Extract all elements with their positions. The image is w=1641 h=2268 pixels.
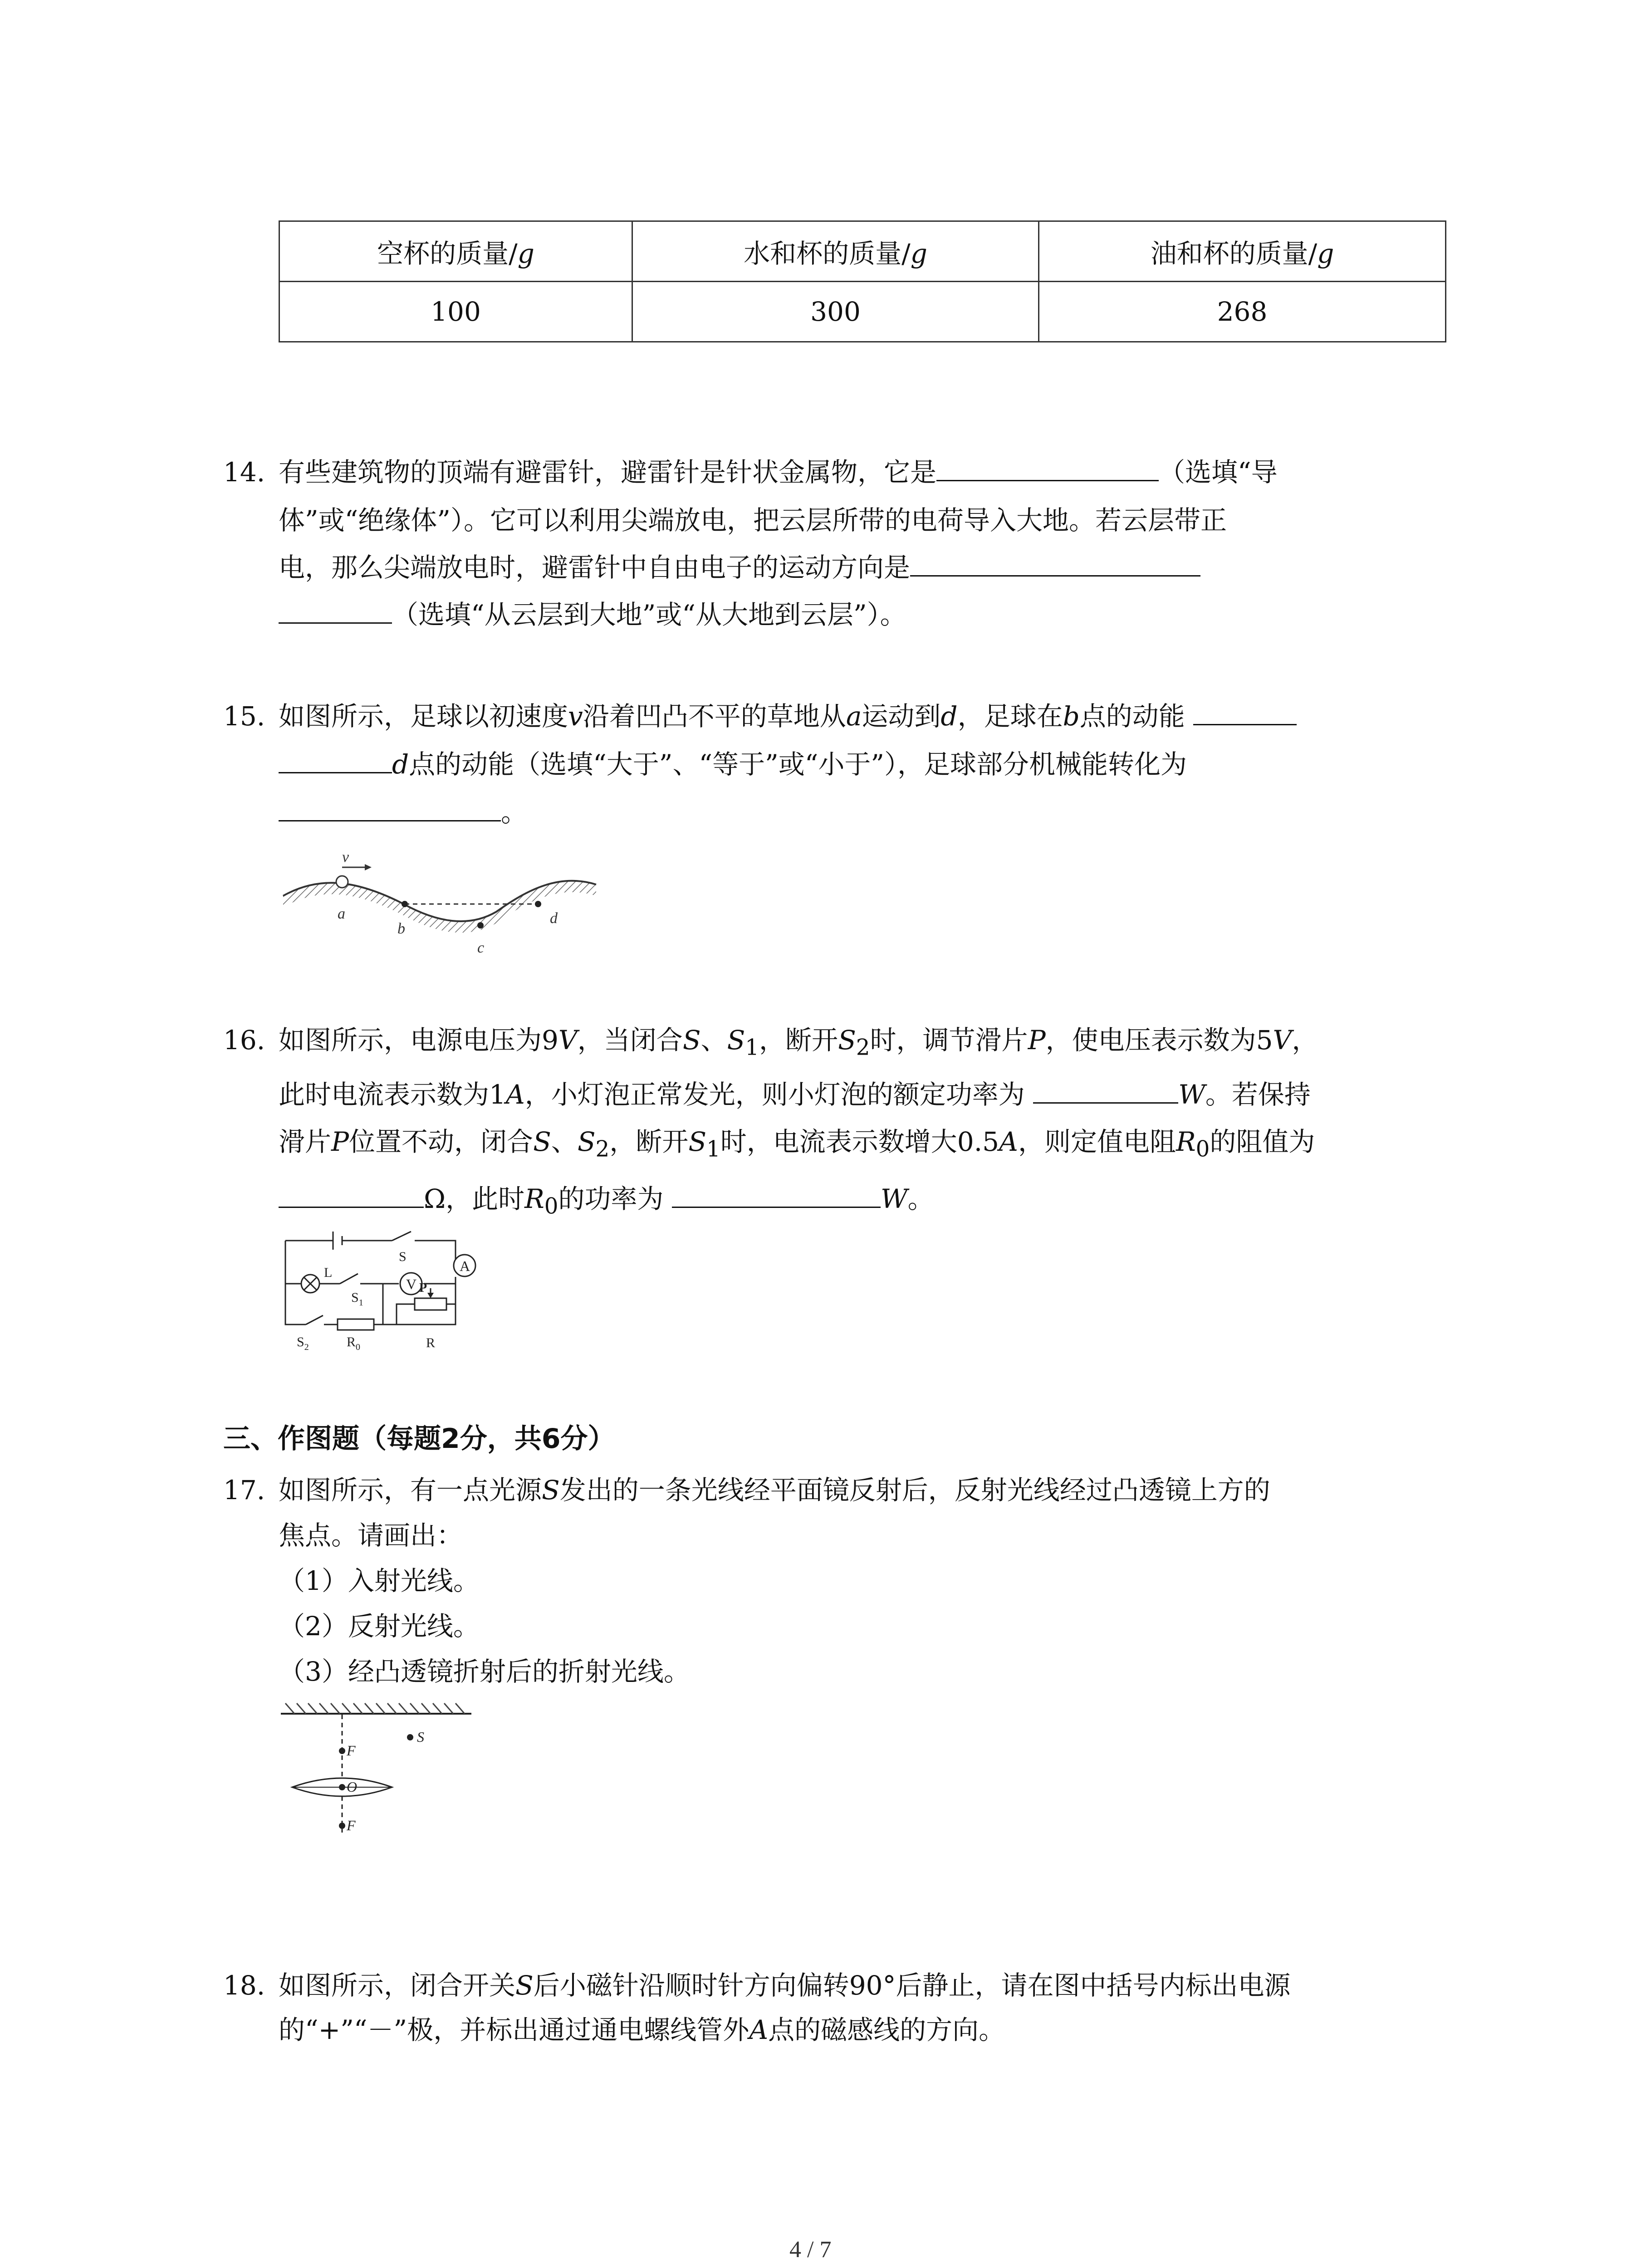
table-cell-empty-cup: 100: [279, 282, 632, 342]
light-source-s: [407, 1734, 413, 1740]
answer-blank[interactable]: [672, 1177, 881, 1208]
question-16-line-1: 如图所示，电源电压为9V，当闭合S、$S_1$，断开$S_2$时，调节滑片P，使电压表示数为5V，: [279, 1025, 1318, 1061]
question-18-line-2: 的“+”“－”极，并标出通过通电螺线管外A点的磁感线的方向。: [279, 2014, 1005, 2045]
point-b-label: b: [397, 920, 405, 937]
page-number: 4 / 7: [789, 2237, 832, 2263]
answer-blank[interactable]: [279, 742, 392, 773]
question-15-line-2: d点的动能（选填“大于”、“等于”或“小于”），足球部分机械能转化为: [279, 739, 1187, 789]
question-15-number: 15.: [223, 701, 265, 732]
answer-blank[interactable]: [1193, 694, 1297, 725]
question-16-line-3: 滑片P位置不动，闭合S、$S_2$，断开$S_1$时，电流表示数增大0.5A，则定值电阻$R_0$的阻值为: [279, 1126, 1315, 1162]
section-3-heading: 三、作图题（每题2分，共6分）: [223, 1423, 615, 1455]
lamp-label: L: [324, 1265, 333, 1280]
question-17-line-1: 如图所示，有一点光源S发出的一条光线经平面镜反射后，反射光线经过凸透镜上方的: [279, 1475, 1270, 1505]
switch-s1-label: $S_1$: [351, 1290, 363, 1308]
slider-p-label: P: [419, 1281, 427, 1295]
table-header-water-cup: 水和杯的质量/g: [632, 221, 1039, 282]
optical-center-label: O: [347, 1779, 358, 1795]
point-c-label: c: [477, 939, 485, 956]
question-18-line-1: 如图所示，闭合开关S后小磁针沿顺时针方向偏转90°后静止，请在图中括号内标出电源: [279, 1970, 1291, 2001]
rheostat-r-label: R: [426, 1335, 436, 1350]
switch-s2-label: $S_2$: [297, 1334, 309, 1352]
question-15-line-1: 如图所示，足球以初速度v沿着凹凸不平的草地从a运动到d，足球在b点的动能: [279, 691, 1297, 741]
table-cell-water-cup: 300: [632, 282, 1039, 342]
point-a-label: a: [338, 905, 345, 922]
question-14-line-1: 有些建筑物的顶端有避雷针，避雷针是针状金属物，它是 （选填“导: [279, 447, 1278, 497]
question-14-line-4: （选填“从云层到大地”或“从大地到云层”）。: [279, 590, 906, 640]
question-15-line-3: 。: [279, 787, 527, 837]
question-14-number: 14.: [223, 457, 265, 488]
terrain-figure: [279, 839, 605, 971]
answer-blank[interactable]: [279, 790, 501, 821]
mirror-hatching: [285, 1703, 465, 1714]
resistor-r0: [338, 1319, 374, 1330]
focus-upper-label: F: [347, 1742, 356, 1759]
velocity-arrow-head: [365, 864, 372, 870]
question-17-item-1: （1）入射光线。: [279, 1565, 480, 1596]
resistor-r0-label: $R_0$: [347, 1334, 361, 1352]
answer-blank[interactable]: [936, 450, 1159, 481]
point-c: [477, 922, 484, 929]
table-cell-oil-cup: 268: [1039, 282, 1446, 342]
question-14-line-3: 电，那么尖端放电时，避雷针中自由电子的运动方向是: [279, 543, 1200, 592]
answer-blank[interactable]: [910, 545, 1200, 577]
question-16-number: 16.: [223, 1025, 265, 1056]
point-d: [535, 901, 541, 907]
mass-table: [279, 220, 1446, 342]
point-d-label: d: [550, 910, 558, 927]
question-17-number: 17.: [223, 1475, 265, 1505]
rheostat-r: [415, 1298, 446, 1310]
circuit-diagram: [279, 1220, 496, 1356]
switch-s2: [306, 1315, 323, 1325]
ammeter-label: A: [460, 1258, 470, 1274]
question-16-line-4: Ω，此时$R_0$的功率为 W。: [279, 1174, 934, 1232]
question-17-line-2: 焦点。请画出：: [279, 1520, 463, 1551]
answer-blank[interactable]: [279, 1177, 424, 1208]
answer-blank[interactable]: [279, 592, 392, 624]
table-header-oil-cup: 油和杯的质量/g: [1039, 221, 1446, 282]
table-header-empty-cup: 空杯的质量/g: [279, 221, 632, 282]
optical-center: [339, 1784, 345, 1790]
switch-s1: [340, 1274, 358, 1284]
terrain-hatching: [283, 881, 596, 933]
velocity-label: v: [342, 849, 349, 865]
focus-lower-label: F: [347, 1817, 356, 1833]
focus-lower: [339, 1823, 345, 1829]
answer-blank[interactable]: [1033, 1072, 1178, 1104]
question-17-item-2: （2）反射光线。: [279, 1611, 480, 1642]
question-16-line-2: 此时电流表示数为1A，小灯泡正常发光，则小灯泡的额定功率为 W。若保持: [279, 1070, 1311, 1119]
switch-s: [392, 1232, 411, 1241]
switch-s-label: S: [399, 1249, 407, 1264]
circuit-wire-top: [285, 1241, 456, 1266]
question-17-item-3: （3）经凸透镜折射后的折射光线。: [279, 1656, 690, 1687]
focus-upper: [339, 1748, 345, 1754]
light-source-label: S: [417, 1729, 424, 1745]
question-14-line-2: 体”或“绝缘体”）。它可以利用尖端放电，把云层所带的电荷导入大地。若云层带正: [279, 505, 1227, 536]
ball: [336, 876, 348, 888]
question-18-number: 18.: [223, 1970, 265, 2001]
optics-figure: [279, 1701, 478, 1837]
voltmeter-label: V: [406, 1276, 417, 1292]
point-b: [402, 901, 408, 907]
